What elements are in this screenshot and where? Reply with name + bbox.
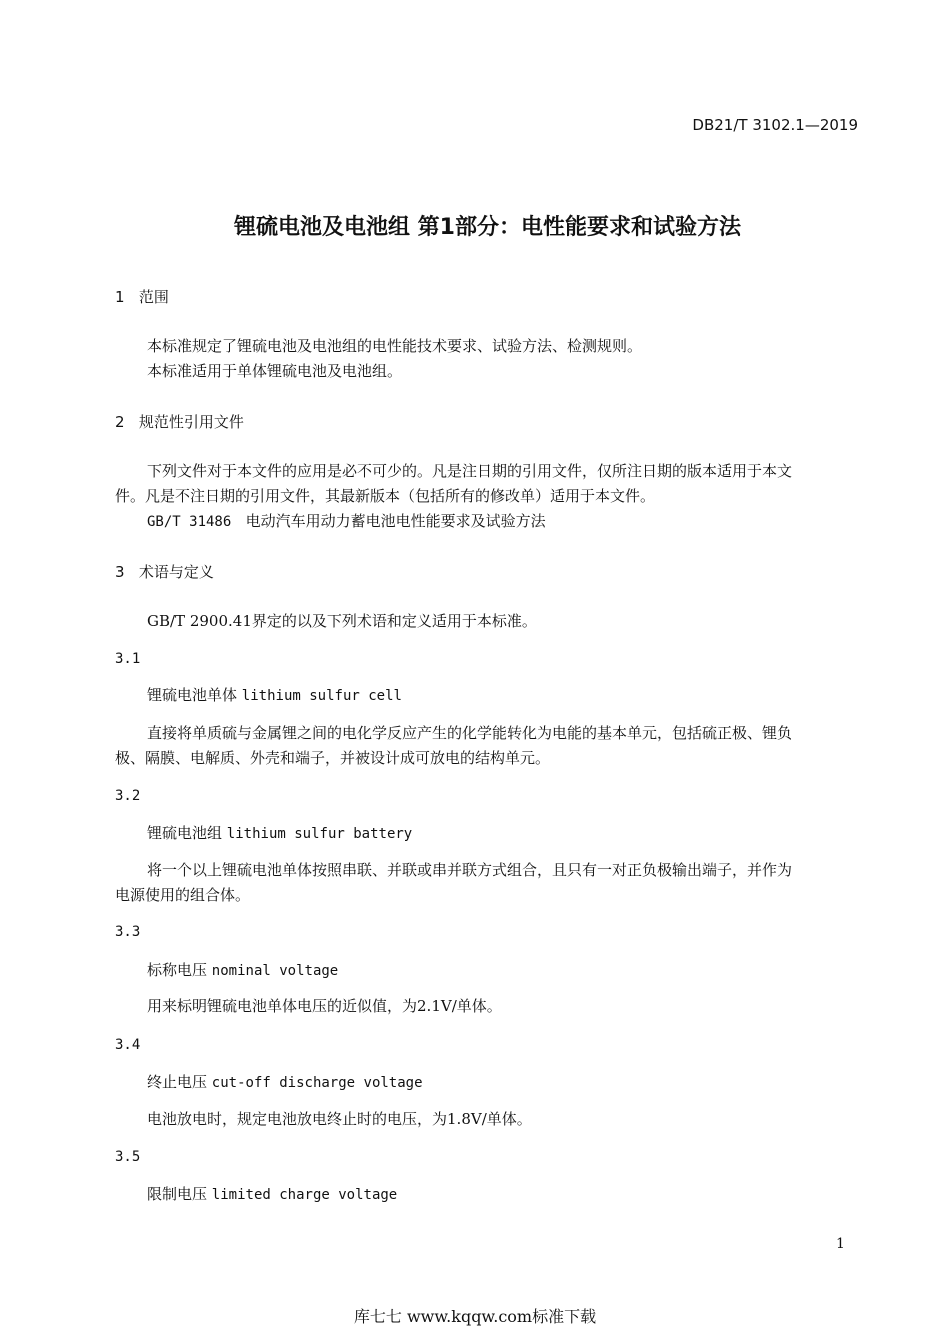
footer-watermark: 库七七 www.kqqw.com标准下载 (353, 1307, 597, 1326)
term-zh: 限制电压 (147, 1185, 208, 1203)
paragraph: 本标准适用于单体锂硫电池及电池组。 (147, 362, 403, 380)
term-definition: 电源使用的组合体。 (115, 886, 251, 904)
term-number: 3.2 (115, 788, 141, 804)
page-number: 1 (836, 1236, 845, 1252)
term-en: limited charge voltage (211, 1187, 398, 1203)
paragraph: 件。凡是不注日期的引用文件，其最新版本（包括所有的修改单）适用于本文件。 (115, 487, 656, 505)
term-zh: 锂硫电池单体 (147, 686, 238, 704)
term-definition: 极、隔膜、电解质、外壳和端子，并被设计成可放电的结构单元。 (115, 749, 551, 767)
term-number: 3.1 (115, 651, 141, 667)
term-zh: 终止电压 (147, 1073, 208, 1091)
term-en: cut-off discharge voltage (211, 1075, 423, 1091)
paragraph: 本标准规定了锂硫电池及电池组的电性能技术要求、试验方法、检测规则。 (147, 337, 643, 355)
section-title: 范围 (138, 288, 169, 306)
reference-item (147, 511, 546, 532)
term-en: lithium sulfur cell (241, 688, 402, 704)
section-title: 术语与定义 (138, 563, 214, 581)
term-heading (147, 823, 412, 844)
page-title: 锂硫电池及电池组 第1部分：电性能要求和试验方法 (234, 215, 741, 240)
term-number: 3.5 (115, 1149, 141, 1165)
reference-code: GB/T 31486 (147, 514, 232, 530)
term-zh: 标称电压 (147, 961, 208, 979)
term-definition: 电池放电时，规定电池放电终止时的电压，为1.8V/单体。 (147, 1110, 532, 1128)
paragraph: 下列文件对于本文件的应用是必不可少的。凡是注日期的引用文件，仅所注日期的版本适用于本文 (147, 462, 793, 480)
section-number: 1 (115, 288, 125, 306)
term-definition: 将一个以上锂硫电池单体按照串联、并联或串并联方式组合，且只有一对正负极输出端子，并作为 (147, 861, 793, 879)
term-heading (147, 960, 338, 981)
term-definition: 用来标明锂硫电池单体电压的近似值，为2.1V/单体。 (147, 997, 502, 1015)
reference-title: 电动汽车用动力蓄电池电性能要求及试验方法 (245, 512, 546, 530)
section-1-heading (115, 287, 169, 307)
section-title: 规范性引用文件 (138, 413, 244, 431)
term-en: lithium sulfur battery (226, 826, 413, 842)
term-number: 3.3 (115, 924, 141, 940)
term-definition: 直接将单质硫与金属锂之间的电化学反应产生的化学能转化为电能的基本单元，包括硫正极、锂负 (147, 724, 793, 742)
term-zh: 锂硫电池组 (147, 824, 223, 842)
section-number: 3 (115, 563, 125, 581)
term-heading (147, 1184, 397, 1205)
term-number: 3.4 (115, 1037, 141, 1053)
doc-number: DB21/T 3102.1—2019 (692, 116, 858, 134)
paragraph: GB/T 2900.41界定的以及下列术语和定义适用于本标准。 (147, 612, 537, 630)
term-heading (147, 1072, 423, 1093)
section-number: 2 (115, 413, 125, 431)
section-3-heading (115, 562, 214, 582)
term-en: nominal voltage (211, 963, 339, 979)
term-heading (147, 685, 402, 706)
section-2-heading (115, 412, 244, 432)
